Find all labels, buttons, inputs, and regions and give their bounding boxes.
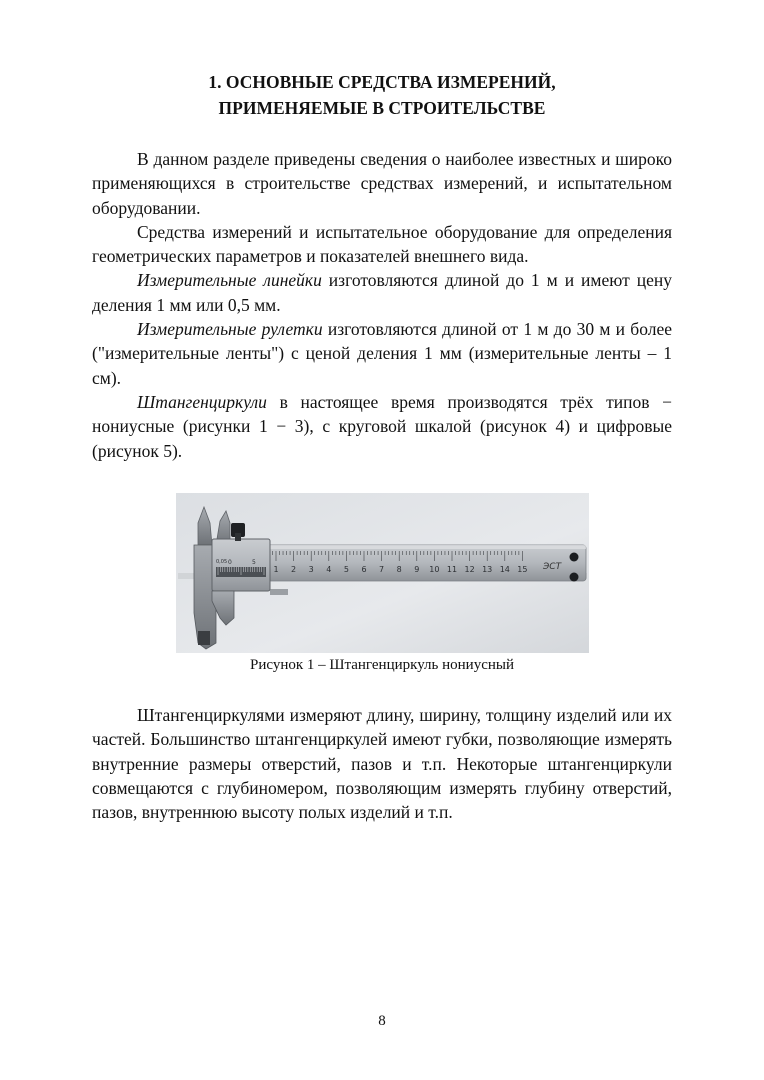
scale-label: 1: [273, 565, 279, 574]
figure-vernier-caliper: [176, 493, 589, 653]
caliper-lock-screw-stem: [235, 533, 241, 541]
paragraph-calipers: [92, 390, 672, 463]
page-number: 8: [378, 1013, 386, 1029]
intro-text: [92, 147, 672, 463]
caliper-vernier-slider: [212, 539, 270, 591]
scale-label: 10: [429, 565, 440, 574]
scale-label: 6: [361, 565, 367, 574]
paragraph-calipers-text: в настоящее время производятся трёх типов − нониусные (рисунки 1 − 3), с круговой шкалой (рисунок 4) и цифровые (рисунок 5).: [92, 391, 672, 461]
scale-label: 8: [396, 565, 402, 574]
paragraph-intro: В данном разделе приведены сведения о наиболее известных и широко применяющихся в строительстве средствах измерений, и испытательном оборудовании.: [92, 149, 672, 218]
paragraph-tapes: [92, 317, 672, 390]
scale-label: 7: [379, 565, 385, 574]
term-tapes: Измерительные рулетки: [137, 319, 323, 340]
scale-label: 4: [326, 565, 332, 574]
paragraph-rulers-text: изготовляются длиной до 1 м и имеют цену деления 1 мм или 0,5 мм.: [92, 270, 672, 315]
term-calipers: Штангенциркули: [137, 391, 267, 412]
scale-label: 3: [308, 565, 314, 574]
caliper-jaw-tip: [198, 631, 210, 645]
paragraph-instruments: Средства измерений и испытательное оборудование для определения геометрических параметров и показателей внешнего вида.: [92, 221, 672, 267]
section-heading-line-1: 1. ОСНОВНЫЕ СРЕДСТВА ИЗМЕРЕНИЙ,: [208, 72, 556, 92]
scale-label: 5: [343, 565, 349, 574]
figure-caption: Рисунок 1 – Штангенциркуль нониусный: [249, 657, 514, 673]
vernier-label: 5: [252, 559, 256, 566]
caliper-brand-mark: ЭСТ: [543, 562, 562, 572]
section-heading: [92, 69, 672, 121]
scale-label: 11: [446, 565, 458, 574]
scale-label: 9: [414, 565, 420, 574]
scale-label: 13: [482, 565, 493, 574]
paragraph-rulers: [92, 268, 672, 317]
section-heading-line-2: ПРИМЕНЯЕМЫЕ В СТРОИТЕЛЬСТВЕ: [218, 98, 546, 118]
scale-label: 14: [499, 565, 510, 574]
caliper-depth-rod: [270, 589, 288, 595]
after-figure-text: [92, 703, 672, 824]
caliper-rivet-top: [570, 553, 579, 562]
scale-label: 2: [291, 565, 297, 574]
paragraph-tapes-text: изготовляются длиной от 1 м до 30 м и более ("измерительные ленты") с ценой деления 1 мм (измерительные ленты – 1 см).: [92, 319, 672, 388]
scale-label: 15: [517, 565, 528, 574]
caliper-rivet-bottom: [570, 573, 579, 582]
paragraph-caliper-usage: Штангенциркулями измеряют длину, ширину, толщину изделий или их частей. Большинство штангенциркулей имеют губки, позволяющие измерять внутренние размеры отверстий, пазов и т.п. Некоторые штангенциркули совмещаются с глубиномером, позволяющим измерять глубину отверстий, пазов, внутреннюю высоту полых изделий и т.п.: [92, 705, 672, 823]
vernier-label: 0,05: [216, 559, 228, 565]
scale-label: 12: [464, 565, 475, 574]
term-rulers: Измерительные линейки: [137, 270, 322, 291]
vernier-caliper-photo: [176, 493, 589, 653]
vernier-label: 0: [228, 559, 232, 566]
